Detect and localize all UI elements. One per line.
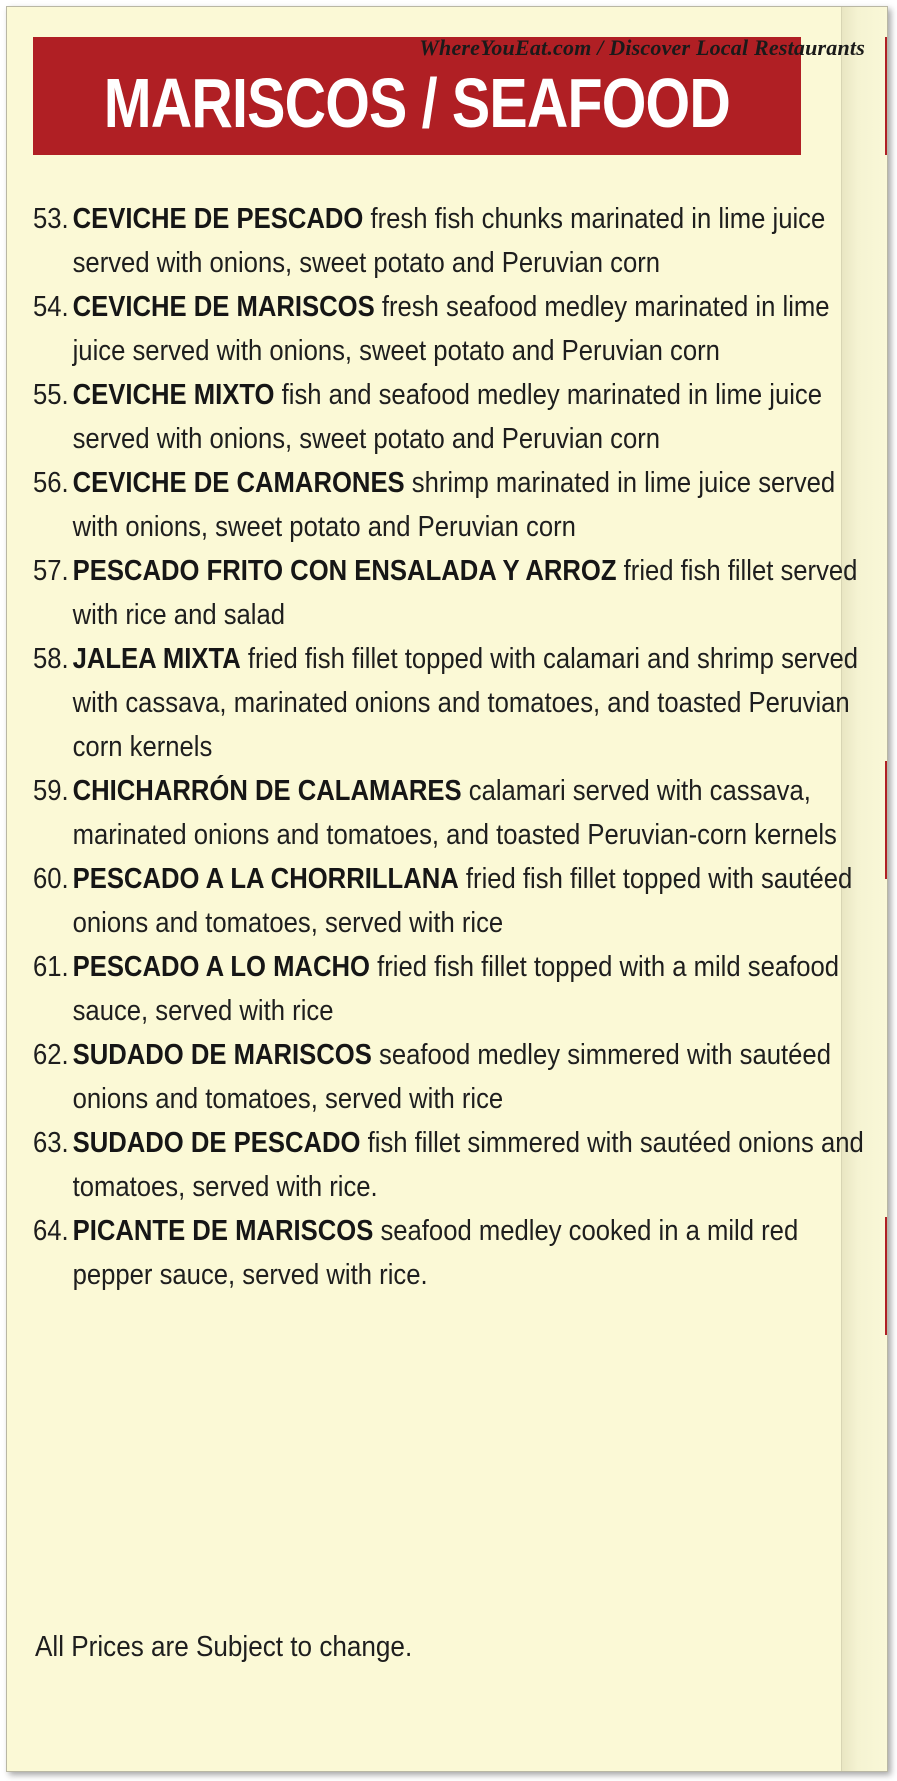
item-description: fried fish fillet topped with calamari and shrimp served with cassava, marinated onions and tomatoes, and toasted Peruvian corn kernels bbox=[72, 643, 859, 763]
item-description: seafood medley simmered with sautéed onions and tomatoes, served with rice bbox=[72, 1039, 831, 1115]
next-panel-banner-edge bbox=[885, 761, 888, 879]
item-number: 61. bbox=[33, 951, 69, 983]
item-name: SUDADO DE PESCADO bbox=[72, 1127, 361, 1159]
item-description: fish fillet simmered with sautéed onions and tomatoes, served with rice. bbox=[72, 1127, 864, 1203]
item-number: 59. bbox=[33, 775, 69, 807]
item-number: 62. bbox=[33, 1039, 69, 1071]
menu-item bbox=[33, 945, 865, 1033]
item-number: 56. bbox=[33, 467, 69, 499]
item-number: 60. bbox=[33, 863, 69, 895]
menu-item bbox=[33, 1209, 865, 1297]
menu-item bbox=[33, 857, 865, 945]
menu-list bbox=[33, 197, 864, 1297]
item-number: 57. bbox=[33, 555, 69, 587]
menu-item bbox=[33, 549, 865, 637]
item-name: PESCADO FRITO CON ENSALADA Y ARROZ bbox=[72, 555, 617, 587]
item-name: CHICHARRÓN DE CALAMARES bbox=[72, 775, 462, 807]
item-name: CEVICHE MIXTO bbox=[72, 379, 275, 411]
menu-item bbox=[33, 769, 865, 857]
item-description: fried fish fillet topped with a mild seafood sauce, served with rice bbox=[72, 951, 840, 1027]
menu-item bbox=[33, 461, 865, 549]
menu-item bbox=[33, 373, 865, 461]
item-number: 54. bbox=[33, 291, 69, 323]
item-description: fresh fish chunks marinated in lime juice served with onions, sweet potato and Peruvian corn bbox=[72, 203, 826, 279]
menu-item bbox=[33, 197, 865, 285]
section-title: MARISCOS / SEAFOOD bbox=[103, 64, 731, 142]
menu-item bbox=[33, 637, 865, 769]
item-name: PICANTE DE MARISCOS bbox=[72, 1215, 374, 1247]
item-number: 55. bbox=[33, 379, 69, 411]
menu-item bbox=[33, 1121, 865, 1209]
next-panel-banner-edge bbox=[885, 1217, 888, 1335]
menu-page bbox=[6, 6, 888, 1772]
item-description: fried fish fillet served with rice and salad bbox=[72, 555, 858, 631]
item-description: fish and seafood medley marinated in lime juice served with onions, sweet potato and Peruvian corn bbox=[72, 379, 823, 455]
item-number: 64. bbox=[33, 1215, 69, 1247]
item-description: seafood medley cooked in a mild red pepper sauce, served with rice. bbox=[72, 1215, 799, 1291]
item-name: CEVICHE DE CAMARONES bbox=[72, 467, 405, 499]
item-name: PESCADO A LA CHORRILLANA bbox=[72, 863, 459, 895]
item-name: SUDADO DE MARISCOS bbox=[72, 1039, 372, 1071]
item-description: calamari served with cassava, marinated onions and tomatoes, and toasted Peruvian-corn kernels bbox=[72, 775, 837, 851]
item-number: 63. bbox=[33, 1127, 69, 1159]
item-name: PESCADO A LO MACHO bbox=[72, 951, 370, 983]
item-description: fried fish fillet topped with sautéed onions and tomatoes, served with rice bbox=[72, 863, 853, 939]
menu-item bbox=[33, 285, 865, 373]
menu-item bbox=[33, 1033, 865, 1121]
item-name: CEVICHE DE PESCADO bbox=[72, 203, 364, 235]
next-panel-banner-edge bbox=[885, 37, 888, 155]
item-number: 58. bbox=[33, 643, 69, 675]
item-number: 53. bbox=[33, 203, 69, 235]
footer-note: All Prices are Subject to change. bbox=[35, 1631, 413, 1663]
item-name: JALEA MIXTA bbox=[72, 643, 241, 675]
watermark: WhereYouEat.com / Discover Local Restaurants bbox=[419, 35, 865, 60]
item-description: fresh seafood medley marinated in lime juice served with onions, sweet potato and Peruvian corn bbox=[72, 291, 830, 367]
item-name: CEVICHE DE MARISCOS bbox=[72, 291, 375, 323]
item-description: shrimp marinated in lime juice served with onions, sweet potato and Peruvian corn bbox=[72, 467, 836, 543]
